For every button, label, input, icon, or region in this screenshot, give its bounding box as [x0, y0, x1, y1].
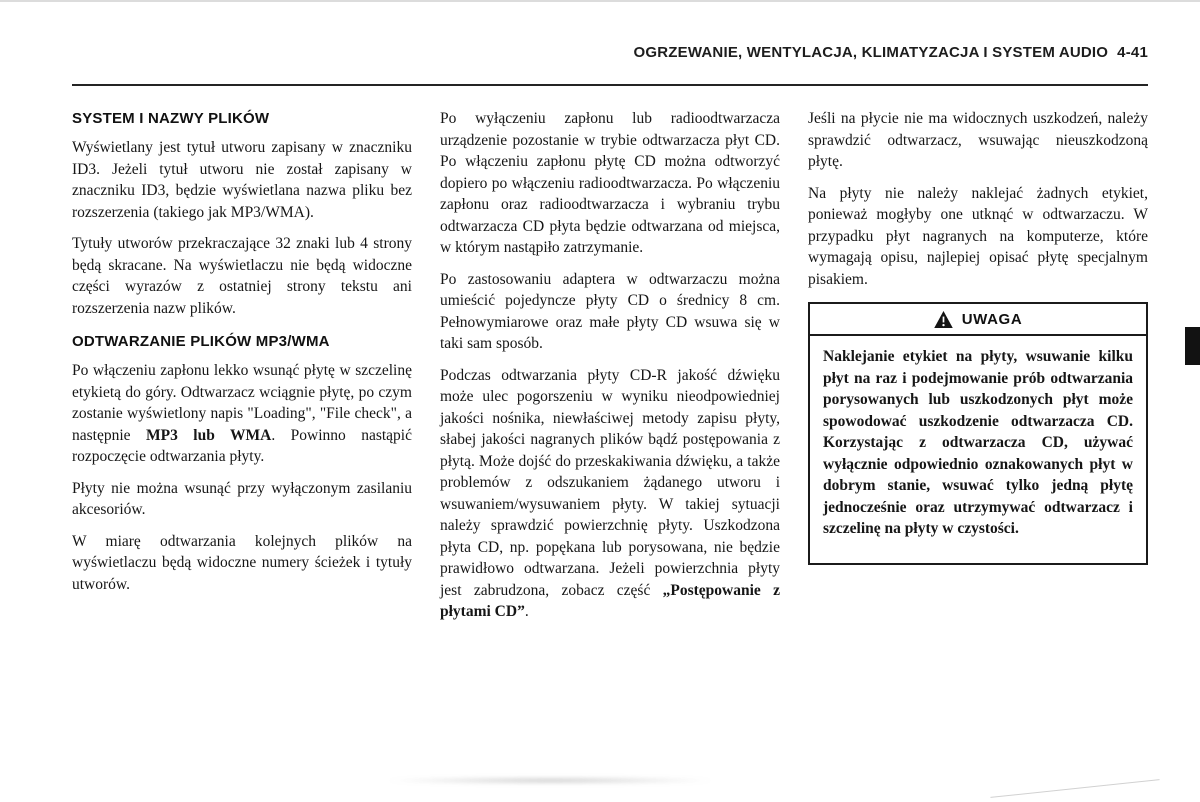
- scan-line-artifact: [990, 779, 1159, 798]
- column-3: [808, 108, 1148, 756]
- section-heading-system-i-nazwy-plikow: SYSTEM I NAZWY PLIKÓW: [72, 110, 270, 127]
- text-run: .: [524, 603, 529, 620]
- column-1: [72, 108, 412, 756]
- paragraph: [72, 360, 412, 468]
- thumb-index-tab: [1185, 327, 1200, 365]
- scan-smudge: [330, 776, 770, 785]
- running-header-title: OGRZEWANIE, WENTYLACJA, KLIMATYZACJA I SYSTEM AUDIO: [633, 44, 1109, 61]
- paragraph: Po wyłączeniu zapłonu lub radioodtwarzacza urządzenie pozostanie w trybie odtwarzacza płyt CD. Po włączeniu zapłonu płytę CD można odtworzyć dopiero po włączeniu radioodtwarzacza. Po włączeniu zapłonu oraz radioodtwarzacza i wybraniu trybu odtwarzacza CD płyta będzie odtwarzana od miejsca, w którym nastąpiło zatrzymanie.: [440, 110, 780, 256]
- paragraph: [440, 365, 780, 623]
- scan-top-edge: [0, 0, 1200, 2]
- warning-box: [808, 302, 1148, 565]
- warning-box-header: [810, 304, 1146, 336]
- paragraph: Na płyty nie należy naklejać żadnych etykiet, ponieważ mogłyby one utknąć w odtwarzaczu. W przypadku płyt nagranych na komputerze, które wymagają opisu, najlepiej opisać płytę specjalnym pisakiem.: [808, 184, 1148, 288]
- page-number: 4-41: [1117, 44, 1148, 61]
- text-run: . Powinno nastąpić rozpoczęcie odtwarzania płyty.: [72, 426, 412, 465]
- paragraph: Po zastosowaniu adaptera w odtwarzaczu można umieścić pojedyncze płyty CD o średnicy 8 cm. Pełnowymiarowe oraz małe płyty CD wsuwa się w taki sam sposób.: [440, 270, 780, 352]
- section-heading-odtwarzanie-plikow: ODTWARZANIE PLIKÓW MP3/WMA: [72, 333, 330, 350]
- paragraph: Tytuły utworów przekraczające 32 znaki lub 4 strony będą skracane. Na wyświetlaczu nie będą widoczne części wyrazów z ostatniej strony tekstu ani rozszerzenia nazw plików.: [72, 235, 412, 317]
- warning-triangle-icon: [934, 311, 953, 328]
- text-run: Podczas odtwarzania płyty CD-R jakość dźwięku może ulec pogorszeniu w wyniku nieodpowiedniej jakości nośnika, niewłaściwej metody zapisu płyty, słabej jakości nagranych plików bądź postępowania z płytą. Może dojść do przeskakiwania dźwięku, a także problemów z odszukaniem żądanego utworu i wsuwaniem/wysuwaniem płyty. W takiej sytuacji należy sprawdzić powierzchnię płyty. Uszkodzona płyta CD, np. popękana lub porysowana, nie będzie prawidłowo odtwarzana. Jeżeli powierzchnia płyty jest zabrudzona, zobacz część: [440, 366, 780, 599]
- text-run-bold: „Postępowanie z płytami CD”: [440, 581, 780, 620]
- text-run-bold: MP3 lub WMA: [145, 426, 272, 444]
- header-rule: [72, 84, 1148, 86]
- paragraph: Wyświetlany jest tytuł utworu zapisany w znaczniku ID3. Jeżeli tytuł utworu nie został zapisany w znaczniku ID3, będzie wyświetlana nazwa pliku bez rozszerzenia (takiego jak MP3/WMA).: [72, 139, 412, 221]
- paragraph: Płyty nie można wsunąć przy wyłączonym zasilaniu akcesoriów.: [72, 479, 412, 518]
- column-2: [440, 108, 780, 756]
- paragraph: Jeśli na płycie nie ma widocznych uszkodzeń, należy sprawdzić odtwarzacz, wsuwając nieuszkodzoną płytę.: [808, 110, 1148, 170]
- running-header: [72, 44, 1148, 62]
- text-columns: [72, 108, 1148, 756]
- warning-body-text: Naklejanie etykiet na płyty, wsuwanie kilku płyt na raz i podejmowanie prób odtwarzania porysowanych lub uszkodzonych płyt może spowodować uszkodzenie odtwarzacza CD. Korzystając z odtwarzacza CD, używać wyłącznie odpowiednio oznakowanych płyt w dobrym stanie, wsuwać tylko jedną płytę jednocześnie oraz utrzymywać odtwarzacz i szczelinę na płyty w czystości.: [823, 348, 1133, 537]
- text-run: Po włączeniu zapłonu lekko wsunąć płytę w szczelinę etykietą do góry. Odtwarzacz wciągnie płytę, po czym zostanie wyświetlony napis "Loading", "File check", a następnie: [72, 362, 412, 444]
- warning-title: UWAGA: [961, 311, 1023, 328]
- paragraph: W miarę odtwarzania kolejnych plików na wyświetlaczu będą widoczne numery ścieżek i tytuły utworów.: [72, 532, 412, 593]
